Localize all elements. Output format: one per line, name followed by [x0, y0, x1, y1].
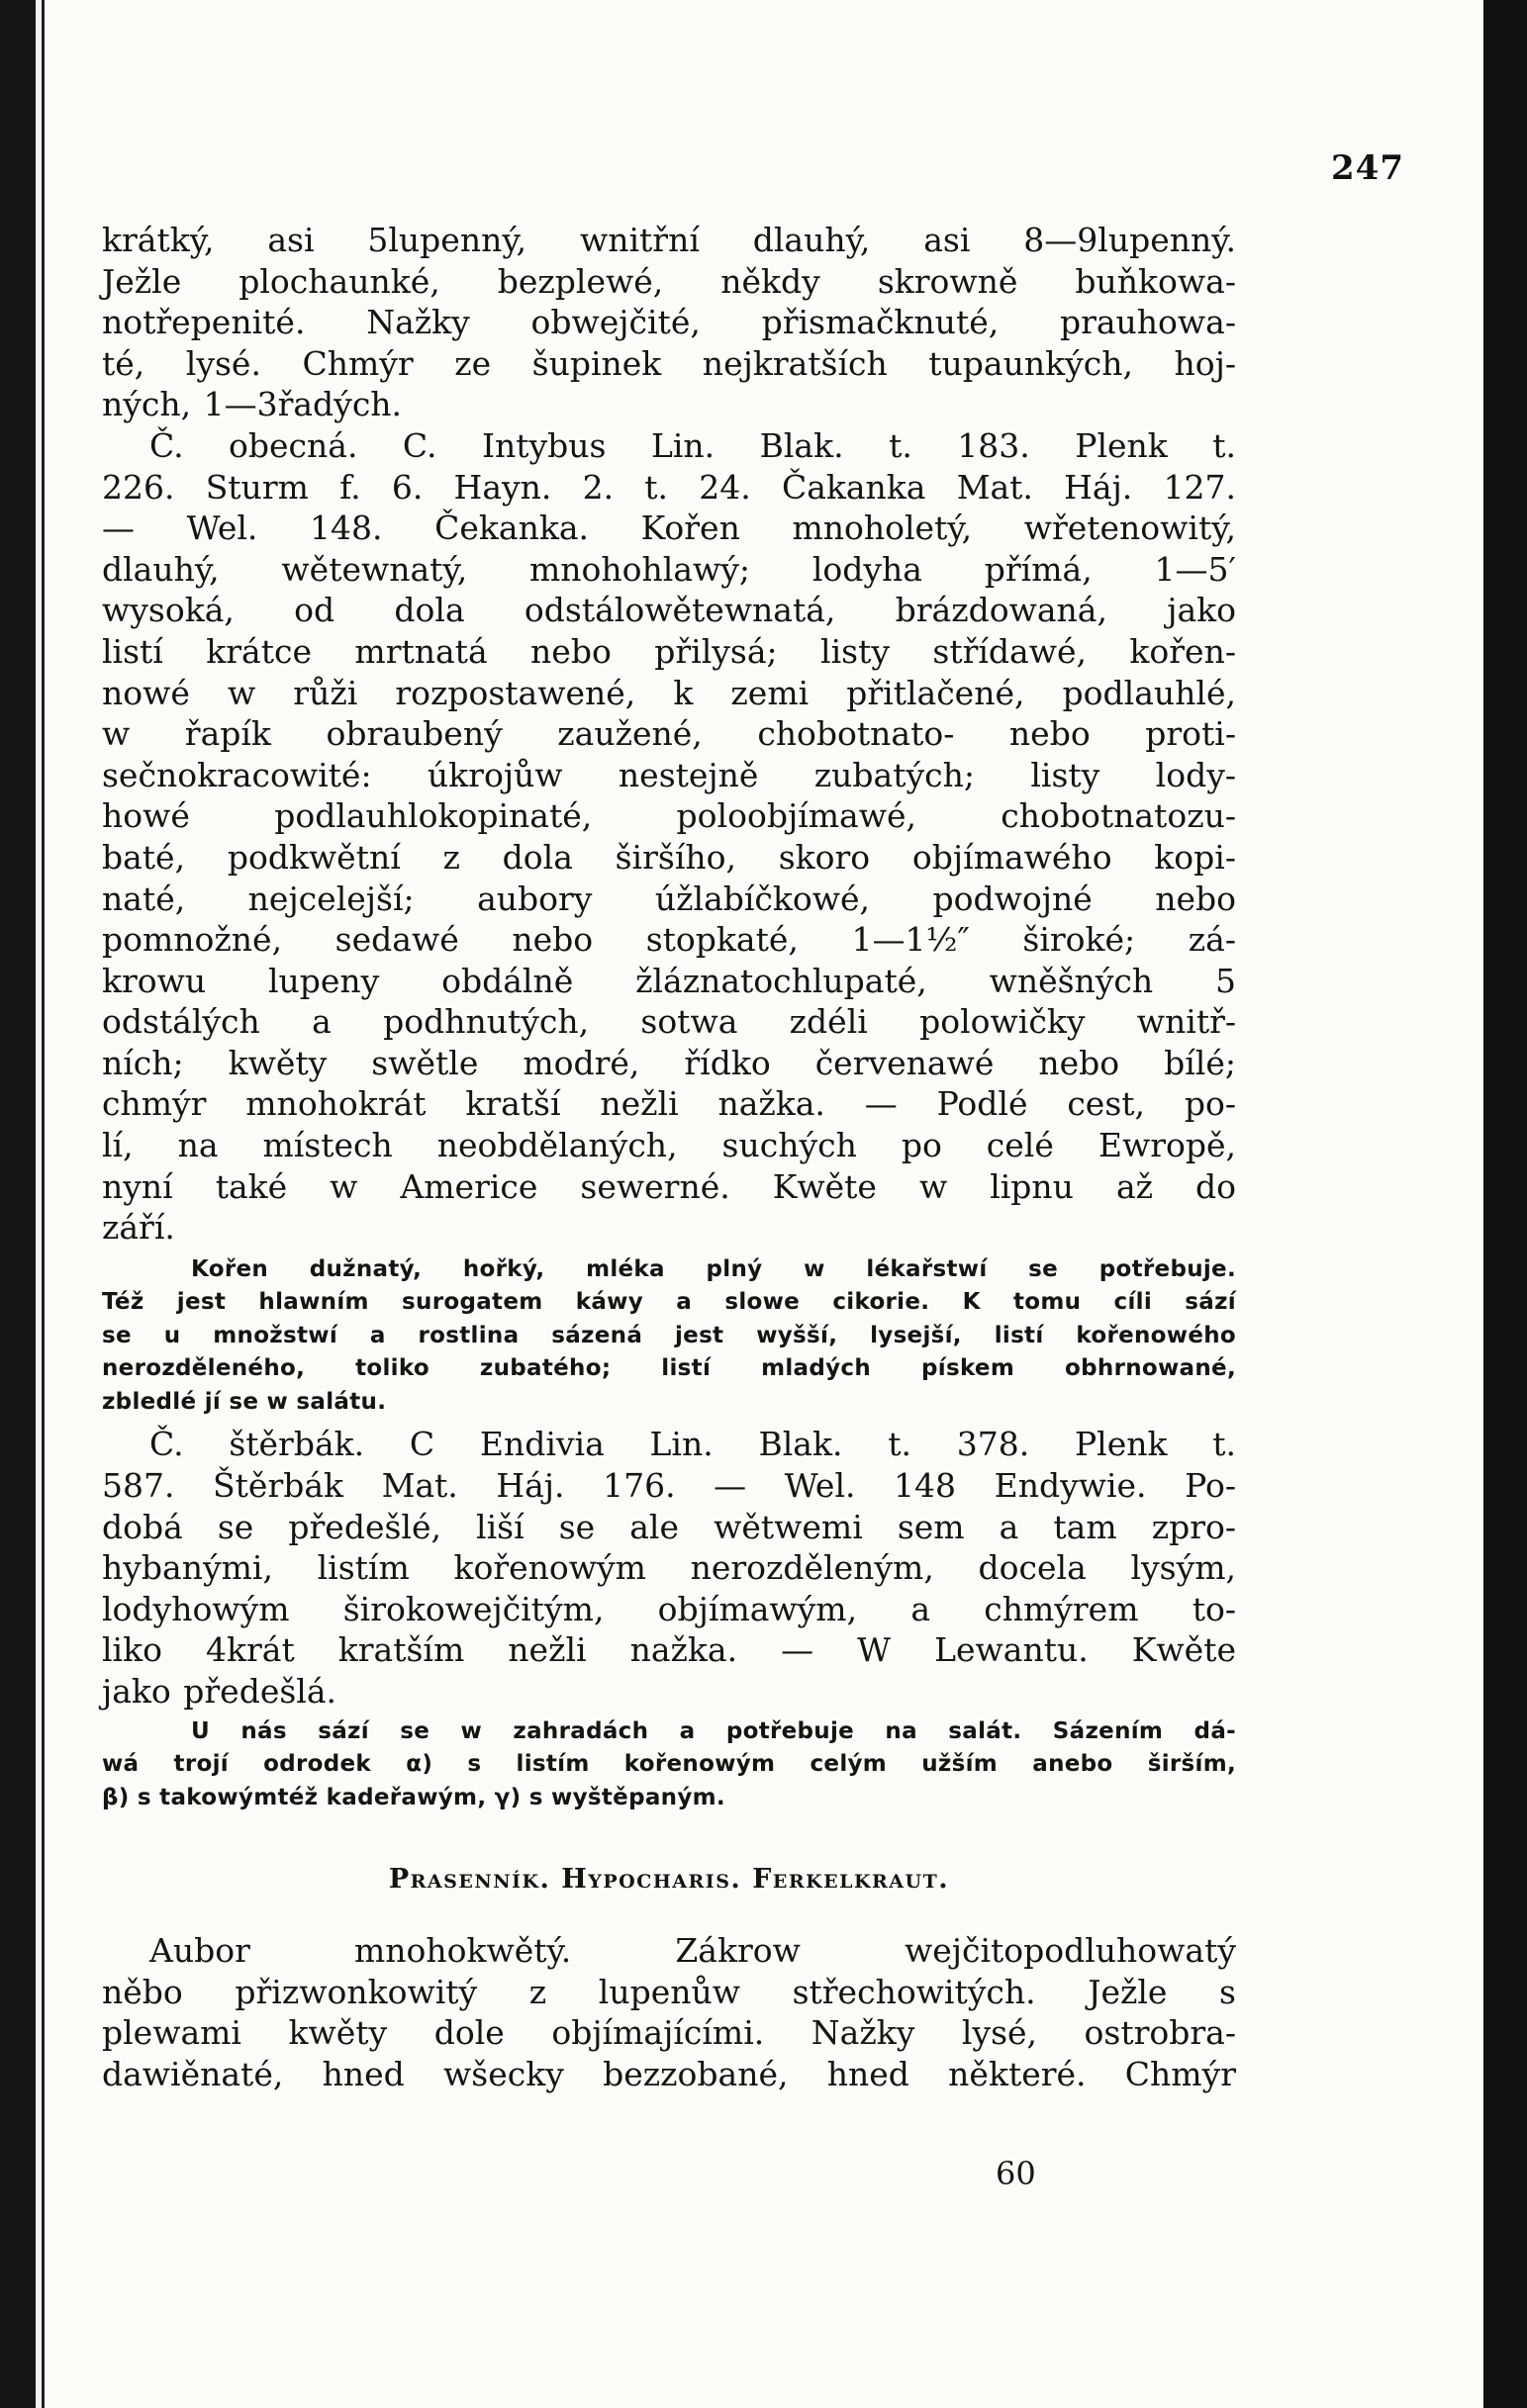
text-line: listí krátce mrtnatá nebo přilysá; listy střídawé, kořen-	[102, 631, 1236, 671]
text-line: nowé w růži rozpostawené, k zemi přitlačené, podlauhlé,	[102, 673, 1236, 712]
scan-right-edge	[1483, 0, 1527, 2408]
scan-left-edge-inner	[42, 0, 45, 2408]
text-line: dobá se předešlé, liší se ale wětwemi sem a tam zpro-	[102, 1507, 1236, 1546]
note-line: Též jest hlawním surogatem káwy a slowe cikorie. K tomu cíli sází	[102, 1289, 1236, 1316]
text-line: Č. štěrbák. C Endivia Lin. Blak. t. 378. Plenk t.	[149, 1425, 1236, 1464]
text-line: odstálých a podhnutých, sotwa zdéli polowičky wnitř-	[102, 1002, 1236, 1042]
paragraph-hypochaeris	[102, 1930, 1236, 2094]
text-line: — Wel. 148. Čekanka. Kořen mnoholetý, wřetenowitý,	[102, 509, 1236, 548]
text-line: Č. obecná. C. Intybus Lin. Blak. t. 183. Plenk t.	[149, 425, 1236, 465]
text-line: Ježle plochaunké, bezplewé, někdy skrowně buňkowa-	[102, 261, 1236, 301]
text-line: 587. Štěrbák Mat. Háj. 176. — Wel. 148 Endywie. Po-	[102, 1465, 1236, 1505]
scan-left-edge	[0, 0, 36, 2408]
text-line: krátký, asi 5lupenný, wnitřní dlauhý, asi 8—9lupenný.	[102, 221, 1236, 259]
paragraph-description	[102, 220, 1236, 425]
note-line: nerozděleného, toliko zubatého; listí mladých pískem obhrnowané,	[102, 1355, 1236, 1382]
text-line: krowu lupeny obdálně žláznatochlupaté, wněšných 5	[102, 961, 1236, 1000]
note-endivia	[102, 1718, 1236, 1812]
text-line: naté, nejcelejší; aubory úžlabíčkowé, podwojné nebo	[102, 879, 1236, 918]
text-line: nyní také w Americe sewerné. Kwěte w lipnu až do	[102, 1166, 1236, 1206]
text-line: dlauhý, wětewnatý, mnohohlawý; lodyha přímá, 1—5′	[102, 549, 1236, 589]
text-line: září.	[102, 1208, 175, 1248]
book-page	[46, 0, 1483, 2408]
text-line: dawiěnaté, hned wšecky bezzobané, hned některé. Chmýr	[102, 2054, 1236, 2093]
text-line: něbo přizwonkowitý z lupenůw střechowitých. Ježle s	[102, 1972, 1236, 2011]
text-line: 226. Sturm f. 6. Hayn. 2. t. 24. Čakanka Mat. Háj. 127.	[102, 467, 1236, 507]
text-line: plewami kwěty dole objímajícími. Nažky lysé, ostrobra-	[102, 2013, 1236, 2053]
text-line: lodyhowým širokowejčitým, objímawým, a chmýrem to-	[102, 1589, 1236, 1628]
note-line: zbledlé jí se w salátu.	[102, 1388, 387, 1415]
printer-signature: 60	[996, 2155, 1036, 2192]
note-line: wá trojí odrodek α) s listím kořenowým celým užším anebo širším,	[102, 1751, 1236, 1777]
text-line: ních; kwěty swětle modré, řídko červenawé nebo bílé;	[102, 1043, 1236, 1082]
page-text	[102, 220, 1236, 2094]
text-line: chmýr mnohokrát kratší nežli nažka. — Podlé cest, po-	[102, 1084, 1236, 1124]
genus-heading: Prasenník. Hypocharis. Ferkelkraut.	[388, 1864, 950, 1895]
note-line: U nás sází se w zahradách a potřebuje na salát. Sázením dá-	[191, 1717, 1236, 1744]
paragraph-cichorium-intybus	[102, 425, 1236, 1249]
text-line: notřepenité. Nažky obwejčité, přismačknuté, prauhowa-	[102, 303, 1236, 342]
text-line: pomnožné, sedawé nebo stopkaté, 1—1½″ široké; zá-	[102, 920, 1236, 960]
page-number: 247	[1331, 148, 1404, 188]
text-line: lí, na místech neobdělaných, suchých po celé Ewropě,	[102, 1126, 1236, 1165]
note-line: β) s takowýmtéž kadeřawým, γ) s wyštěpaným.	[102, 1784, 725, 1810]
text-line: liko 4krát kratším nežli nažka. — W Lewantu. Kwěte	[102, 1630, 1236, 1670]
text-line: howé podlauhlokopinaté, poloobjímawé, chobotnatozu-	[102, 796, 1236, 836]
text-line: jako předešlá.	[102, 1671, 336, 1711]
note-intybus	[102, 1256, 1236, 1417]
text-line: baté, podkwětní z dola širšího, skoro objímawého kopi-	[102, 837, 1236, 877]
note-line: Kořen dužnatý, hořký, mléka plný w lékařstwí se potřebuje.	[191, 1255, 1236, 1282]
text-line: hybanými, listím kořenowým nerozděleným, docela lysým,	[102, 1548, 1236, 1588]
text-line: sečnokracowité: úkrojůw nestejně zubatých; listy lody-	[102, 755, 1236, 794]
text-line: wysoká, od dola odstálowětewnatá, brázdowaná, jako	[102, 591, 1236, 630]
paragraph-cichorium-endivia	[102, 1424, 1236, 1712]
text-line: Aubor mnohokwětý. Zákrow wejčitopodluhowatý	[149, 1931, 1236, 1970]
text-line: té, lysé. Chmýr ze šupinek nejkratších tupaunkých, hoj-	[102, 343, 1236, 383]
note-line: se u množstwí a rostlina sázená jest wyšší, lysejší, listí kořenowého	[102, 1322, 1236, 1348]
text-line: ných, 1—3řadých.	[102, 385, 403, 424]
text-line: w řapík obraubený zaužené, chobotnato- nebo proti-	[102, 714, 1236, 754]
